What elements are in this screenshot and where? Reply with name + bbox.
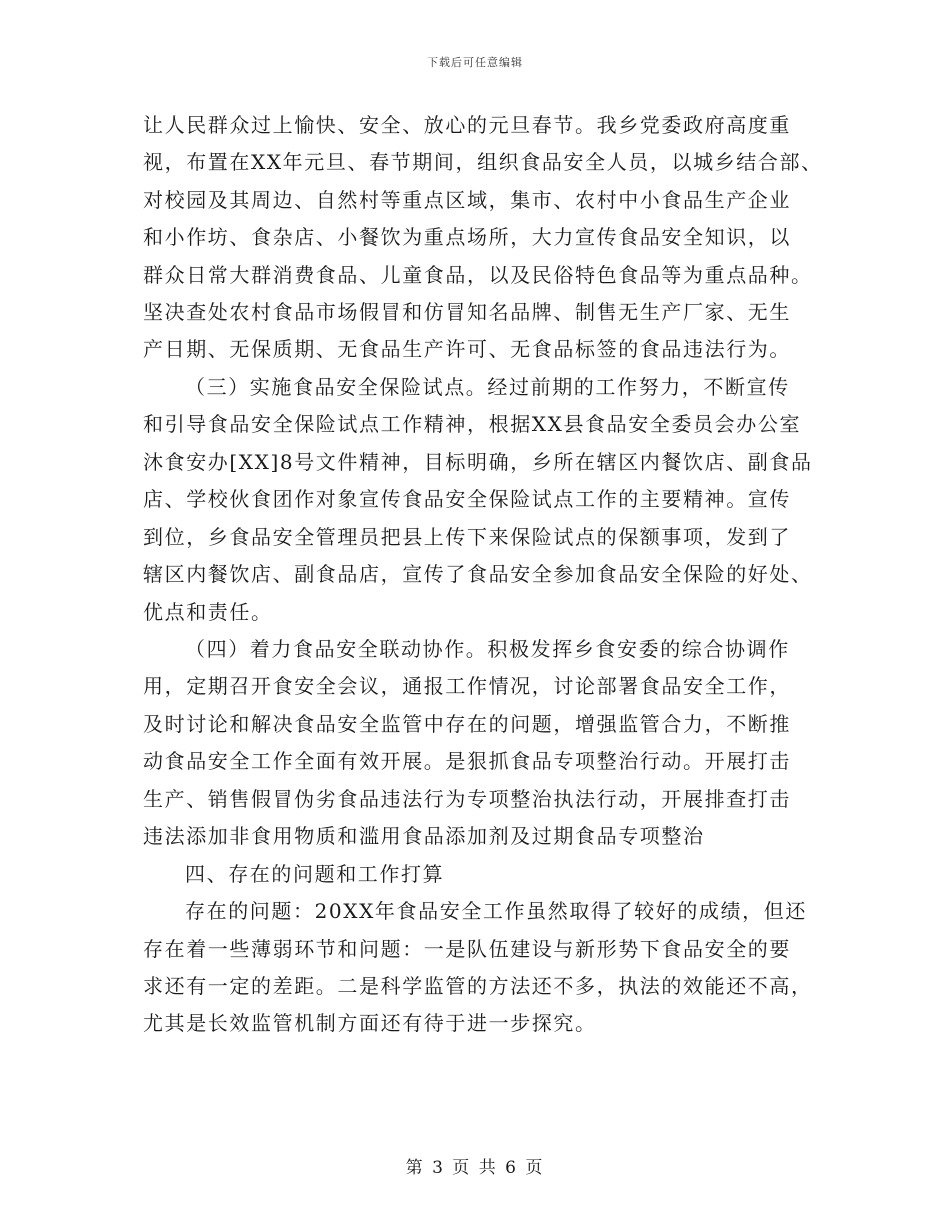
- section-four-heading-line: （四）着力食品安全联动协作。积极发挥乡食安委的综合协调作: [185, 637, 790, 661]
- paragraph-line: 沐食安办[XX]8号文件精神，目标明确，乡所在辖区内餐饮店、副食品: [143, 450, 813, 474]
- paragraph-line: 辖区内餐饮店、副食品店，宣传了食品安全参加食品安全保险的好处、: [143, 562, 813, 586]
- paragraph-first-line: 存在的问题：20XX年食品安全工作虽然取得了较好的成绩，但还: [185, 899, 807, 923]
- section-three-heading-line: （三）实施食品安全保险试点。经过前期的工作努力，不断宣传: [185, 375, 790, 399]
- paragraph-line: 及时讨论和解决食品安全监管中存在的问题，增强监管合力，不断推: [143, 712, 791, 736]
- page-footer: 第 3 页 共 6 页: [405, 1158, 545, 1178]
- paragraph-line: 和引导食品安全保险试点工作精神，根据XX县食品安全委员会办公室: [143, 412, 802, 436]
- paragraph-line: 生产、销售假冒伪劣食品违法行为专项整治执法行动，开展排查打击: [143, 787, 791, 811]
- section-heading: 四、存在的问题和工作打算: [185, 862, 445, 886]
- paragraph-line: 坚决查处农村食品市场假冒和仿冒知名品牌、制售无生产厂家、无生: [143, 300, 791, 324]
- paragraph-line: 和小作坊、食杂店、小餐饮为重点场所，大力宣传食品安全知识，以: [143, 225, 791, 249]
- paragraph-line: 违法添加非食用物质和滥用食品添加剂及过期食品专项整治: [143, 824, 705, 848]
- paragraph-line: 到位，乡食品安全管理员把县上传下来保险试点的保额事项，发到了: [143, 525, 791, 549]
- paragraph-line: 动食品安全工作全面有效开展。是狠抓食品专项整治行动。开展打击: [143, 749, 791, 773]
- paragraph-line: 对校园及其周边、自然村等重点区域，集市、农村中小食品生产企业: [143, 188, 791, 212]
- paragraph-line: 视，布置在XX年元旦、春节期间，组织食品安全人员，以城乡结合部、: [143, 150, 823, 174]
- paragraph-line: 让人民群众过上愉快、安全、放心的元旦春节。我乡党委政府高度重: [143, 113, 791, 137]
- paragraph-line: 用，定期召开食安全会议，通报工作情况，讨论部署食品安全工作，: [143, 674, 791, 698]
- paragraph-line: 店、学校伙食团作对象宣传食品安全保险试点工作的主要精神。宣传: [143, 487, 791, 511]
- paragraph-line: 尤其是长效监管机制方面还有待于进一步探究。: [143, 1011, 597, 1035]
- paragraph-line: 优点和责任。: [143, 600, 273, 624]
- page-header: 下载后可任意编辑: [427, 56, 523, 69]
- paragraph-line: 产日期、无保质期、无食品生产许可、无食品标签的食品违法行为。: [143, 337, 791, 361]
- paragraph-line: 存在着一些薄弱环节和问题：一是队伍建设与新形势下食品安全的要: [143, 937, 791, 961]
- paragraph-line: 群众日常大群消费食品、儿童食品，以及民俗特色食品等为重点品种。: [143, 263, 813, 287]
- paragraph-line: 求还有一定的差距。二是科学监管的方法还不多，执法的效能还不高，: [143, 974, 813, 998]
